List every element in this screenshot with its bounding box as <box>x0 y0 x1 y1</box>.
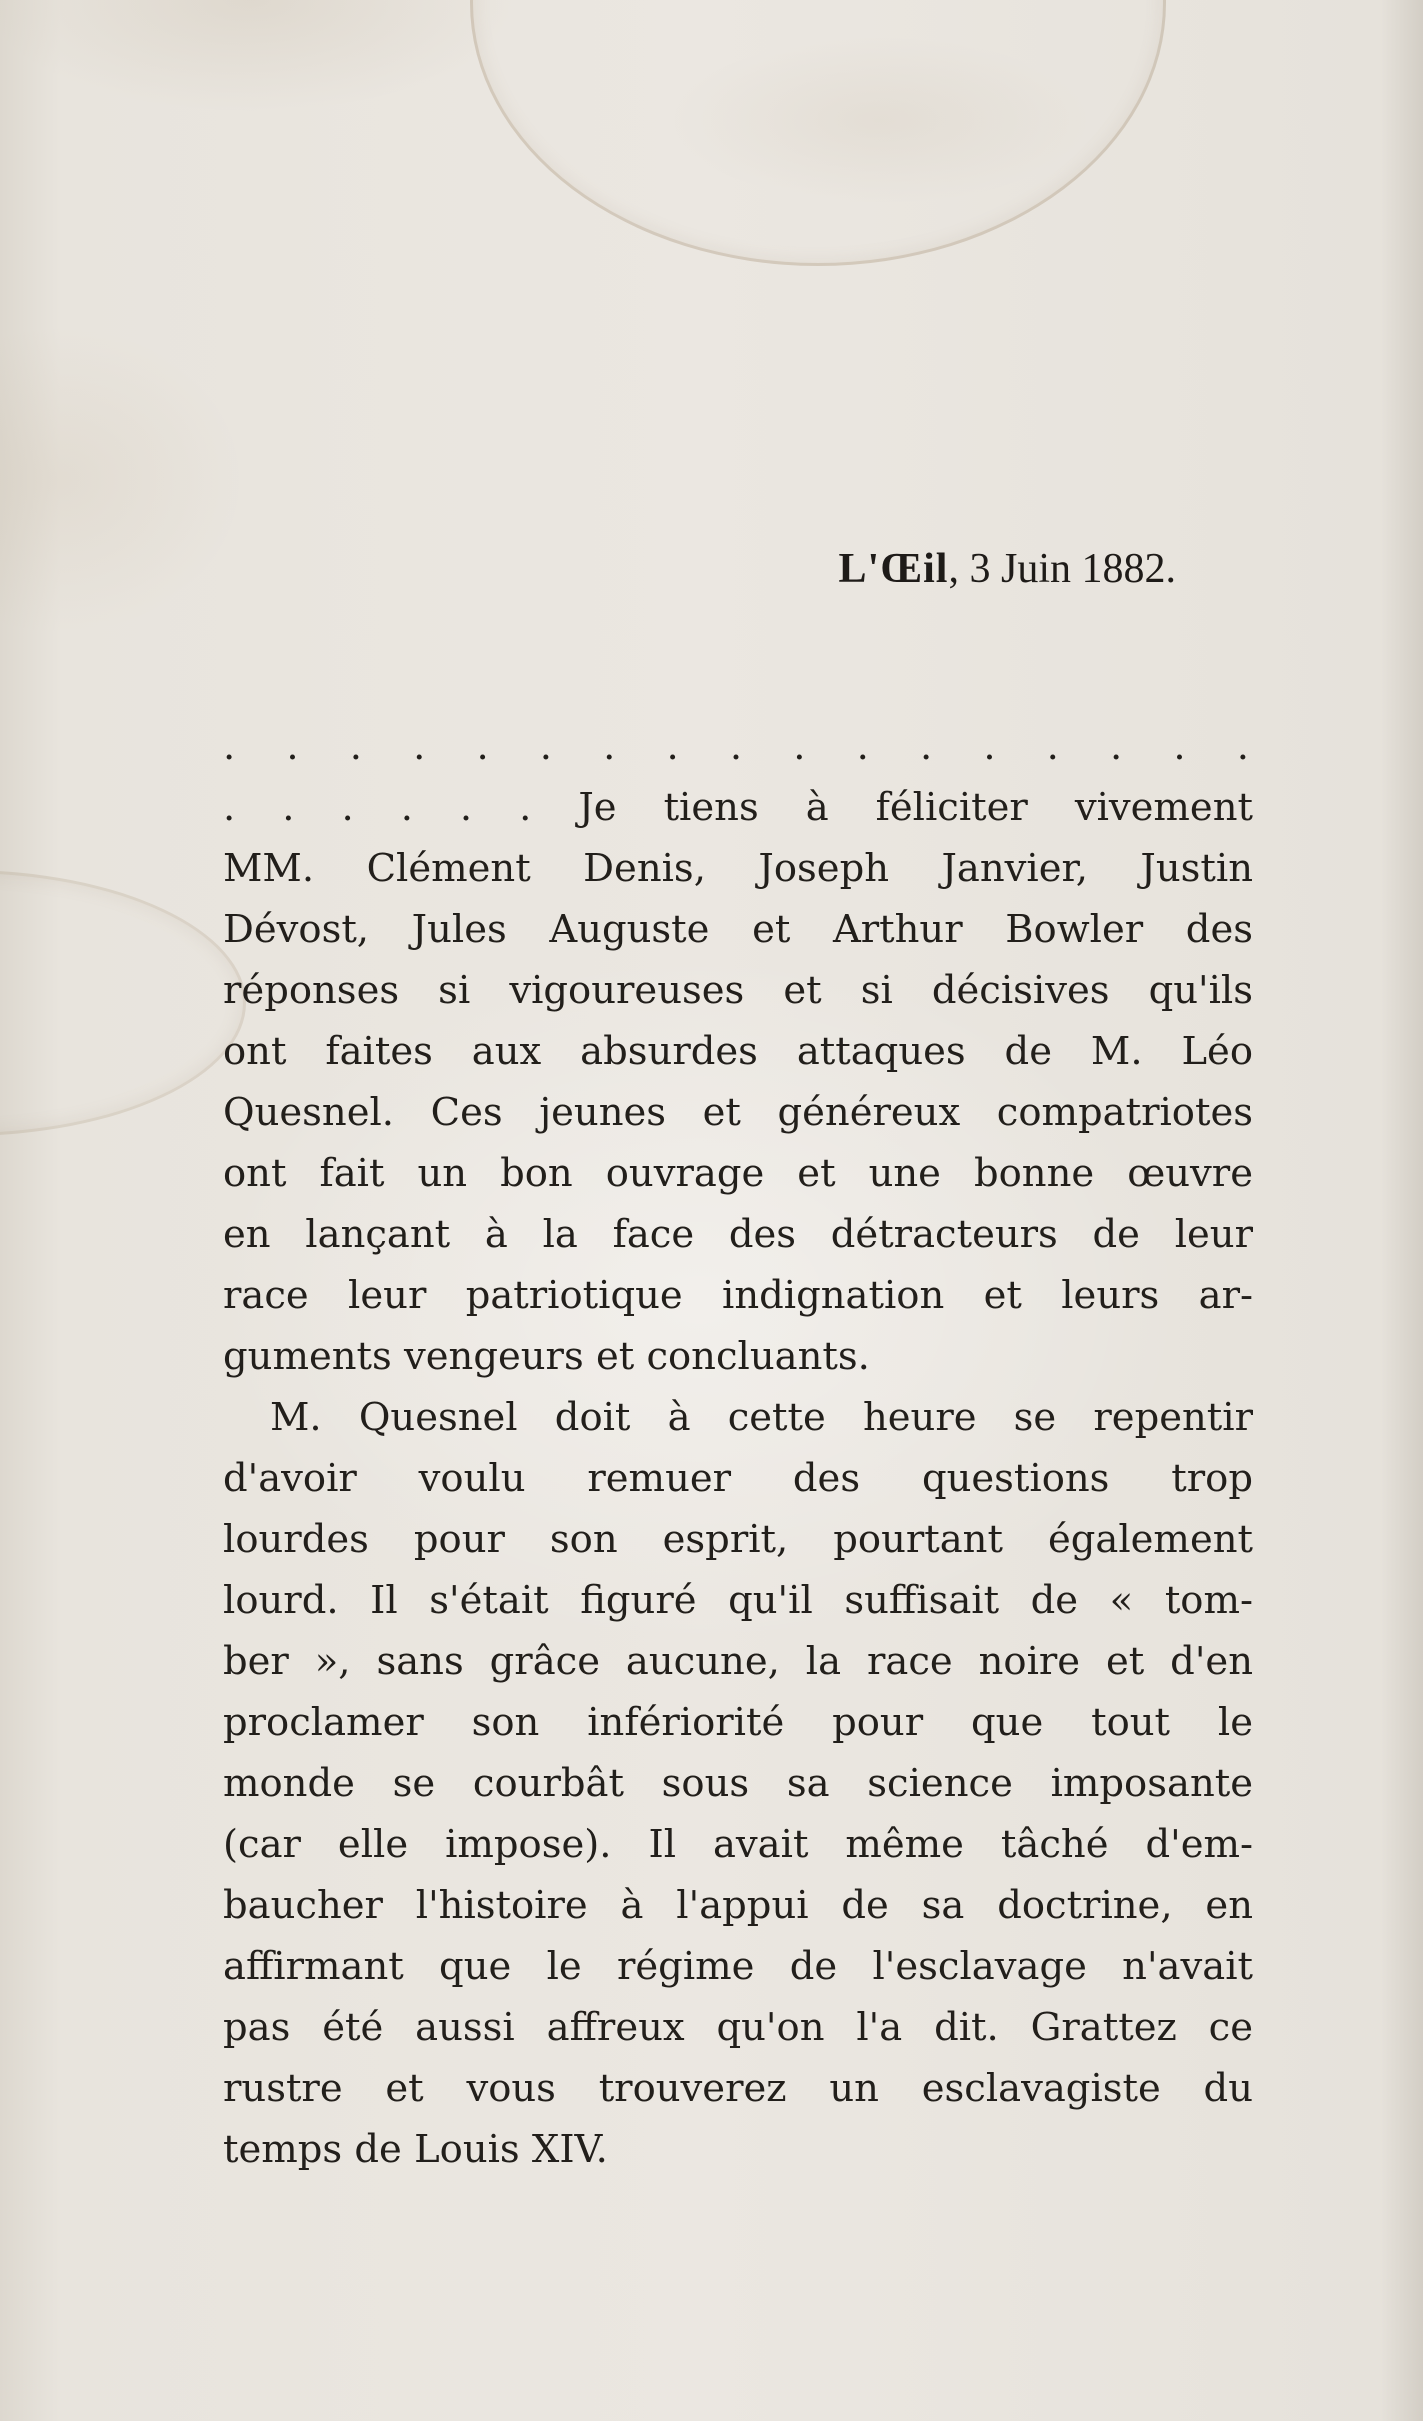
text-line: réponses si vigoureuses et si décisives qu'ils <box>223 968 1253 1013</box>
text-line: pas été aussi affreux qu'on l'a dit. Grattez ce <box>223 2005 1253 2050</box>
publication-date: , 3 Juin 1882. <box>948 546 1176 592</box>
text-line: monde se courbât sous sa science imposante <box>223 1761 1253 1806</box>
text-line: Quesnel. Ces jeunes et généreux compatriotes <box>223 1090 1253 1135</box>
text-line: ber », sans grâce aucune, la race noire et d'en <box>223 1639 1253 1684</box>
text-line: proclamer son infériorité pour que tout le <box>223 1700 1253 1745</box>
source-heading <box>838 545 1176 593</box>
text-line: affirmant que le régime de l'esclavage n'avait <box>223 1944 1253 1989</box>
article-text <box>223 716 1253 2180</box>
text-line: temps de Louis XIV. <box>223 2127 608 2172</box>
text-line: rustre et vous trouverez un esclavagiste du <box>223 2066 1253 2111</box>
text-line: Dévost, Jules Auguste et Arthur Bowler des <box>223 907 1253 952</box>
text-line: ont faites aux absurdes attaques de M. Léo <box>223 1029 1253 1074</box>
text-line: baucher l'histoire à l'appui de sa doctrine, en <box>223 1883 1253 1928</box>
text-line: ont fait un bon ouvrage et une bonne œuvre <box>223 1151 1253 1196</box>
text-line: guments vengeurs et concluants. <box>223 1334 870 1379</box>
text-line: d'avoir voulu remuer des questions trop <box>223 1456 1253 1501</box>
text-line: race leur patriotique indignation et leurs ar- <box>223 1273 1253 1318</box>
text-line: . . . . . . Je tiens à féliciter vivement <box>223 785 1253 830</box>
text-line: M. Quesnel doit à cette heure se repentir <box>270 1395 1253 1440</box>
text-line: . . . . . . . . . . . . . . . . . <box>223 724 1253 769</box>
text-line: en lançant à la face des détracteurs de leur <box>223 1212 1253 1257</box>
text-line: (car elle impose). Il avait même tâché d'em- <box>223 1822 1253 1867</box>
text-line: lourdes pour son esprit, pourtant également <box>223 1517 1253 1562</box>
water-stain <box>470 0 1166 266</box>
publication-name: L'Œil <box>838 546 949 592</box>
text-line: lourd. Il s'était figuré qu'il suffisait de « tom- <box>223 1578 1253 1623</box>
text-line: MM. Clément Denis, Joseph Janvier, Justin <box>223 846 1253 891</box>
water-stain <box>0 870 246 1136</box>
